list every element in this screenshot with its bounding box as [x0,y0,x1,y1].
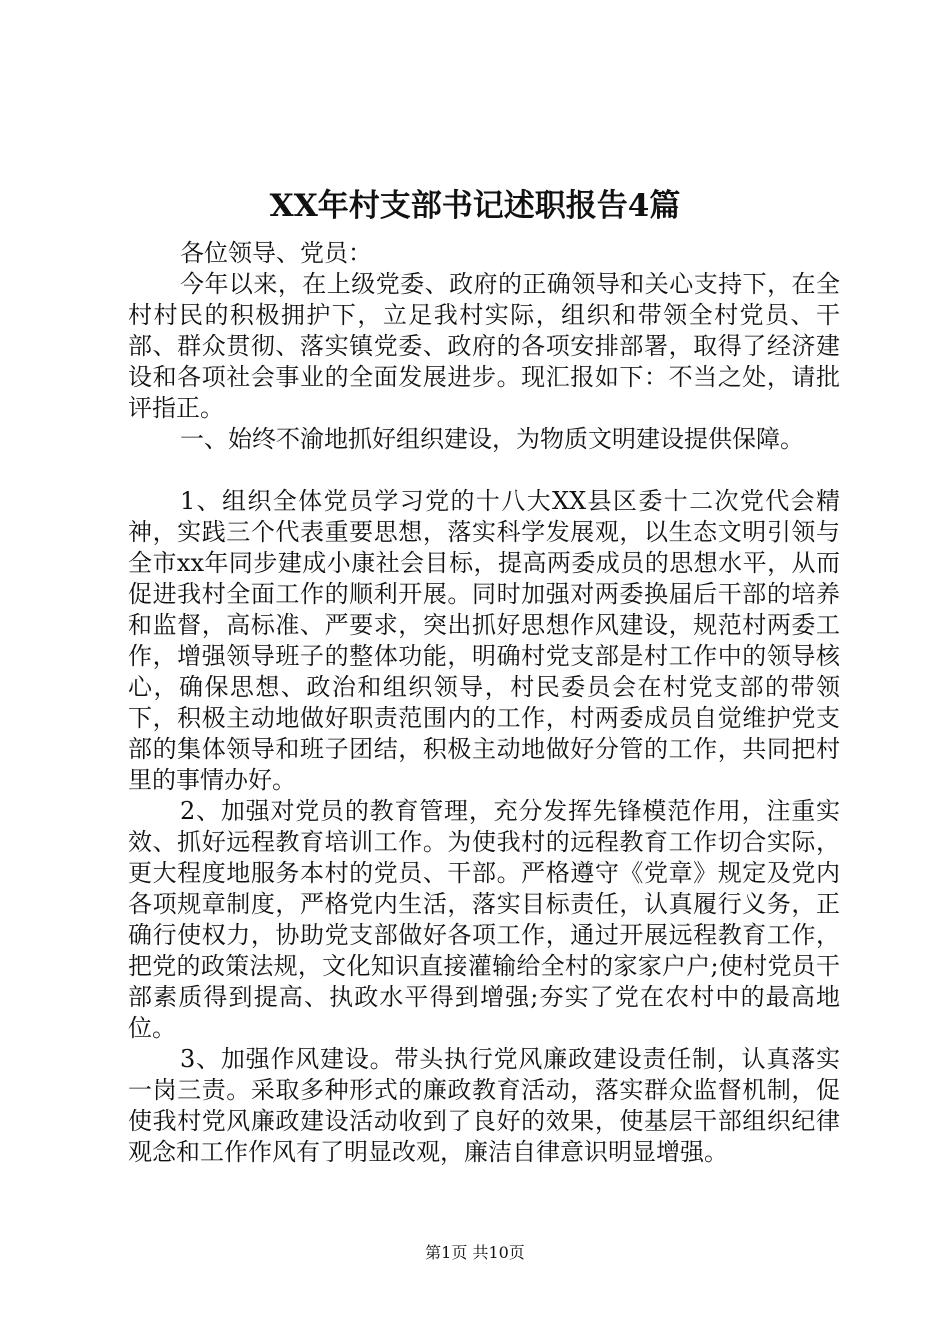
body-paragraph-3: 3、加强作风建设。带头执行党风廉政建设责任制，认真落实一岗三责。采取多种形式的廉政教育活动，落实群众监督机制，促使我村党风廉政建设活动收到了良好的效果，使基层干部组织纪律观念和工作作风有了明显改观，廉洁自律意识明显增强。 [128,1045,840,1166]
body-paragraph-1: 1、组织全体党员学习党的十八大XX县区委十二次党代会精神，实践三个代表重要思想，落实科学发展观，以生态文明引领与全市xx年同步建成小康社会目标，提高两委成员的思想水平，从而促进我村全面工作的顺利开展。同时加强对两委换届后干部的培养和监督，高标准、严要求，突出抓好思想作风建设，规范村两委工作，增强领导班子的整体功能，明确村党支部是村工作中的领导核心，确保思想、政治和组织领导，村民委员会在村党支部的带领下，积极主动地做好职责范围内的工作，村两委成员自觉维护党支部的集体领导和班子团结，积极主动地做好分管的工作，共同把村里的事情办好。 [128,487,840,794]
intro-paragraph: 今年以来，在上级党委、政府的正确领导和关心支持下，在全村村民的积极拥护下，立足我村实际，组织和带领全村党员、干部、群众贯彻、落实镇党委、政府的各项安排部署，取得了经济建设和各项社会事业的全面发展进步。现汇报如下：不当之处，请批评指正。 [128,270,840,422]
section-heading: 一、始终不渝地抓好组织建设，为物质文明建设提供保障。 [180,425,804,453]
document-title: XX年村支部书记述职报告4篇 [269,188,681,224]
salutation: 各位领导、党员： [180,239,372,267]
body-paragraph-2: 2、加强对党员的教育管理，充分发挥先锋模范作用，注重实效、抓好远程教育培训工作。为使我村的远程教育工作切合实际，更大程度地服务本村的党员、干部。严格遵守《党章》规定及党内各项规章制度，严格党内生活，落实目标责任，认真履行义务，正确行使权力，协助党支部做好各项工作，通过开展远程教育工作，把党的政策法规，文化知识直接灌输给全村的家家户户;使村党员干部素质得到提高、执政水平得到增强;夯实了党在农村中的最高地位。 [128,797,840,1042]
page-number-footer: 第1页 共10页 [425,1243,525,1262]
document-body [128,238,840,1168]
